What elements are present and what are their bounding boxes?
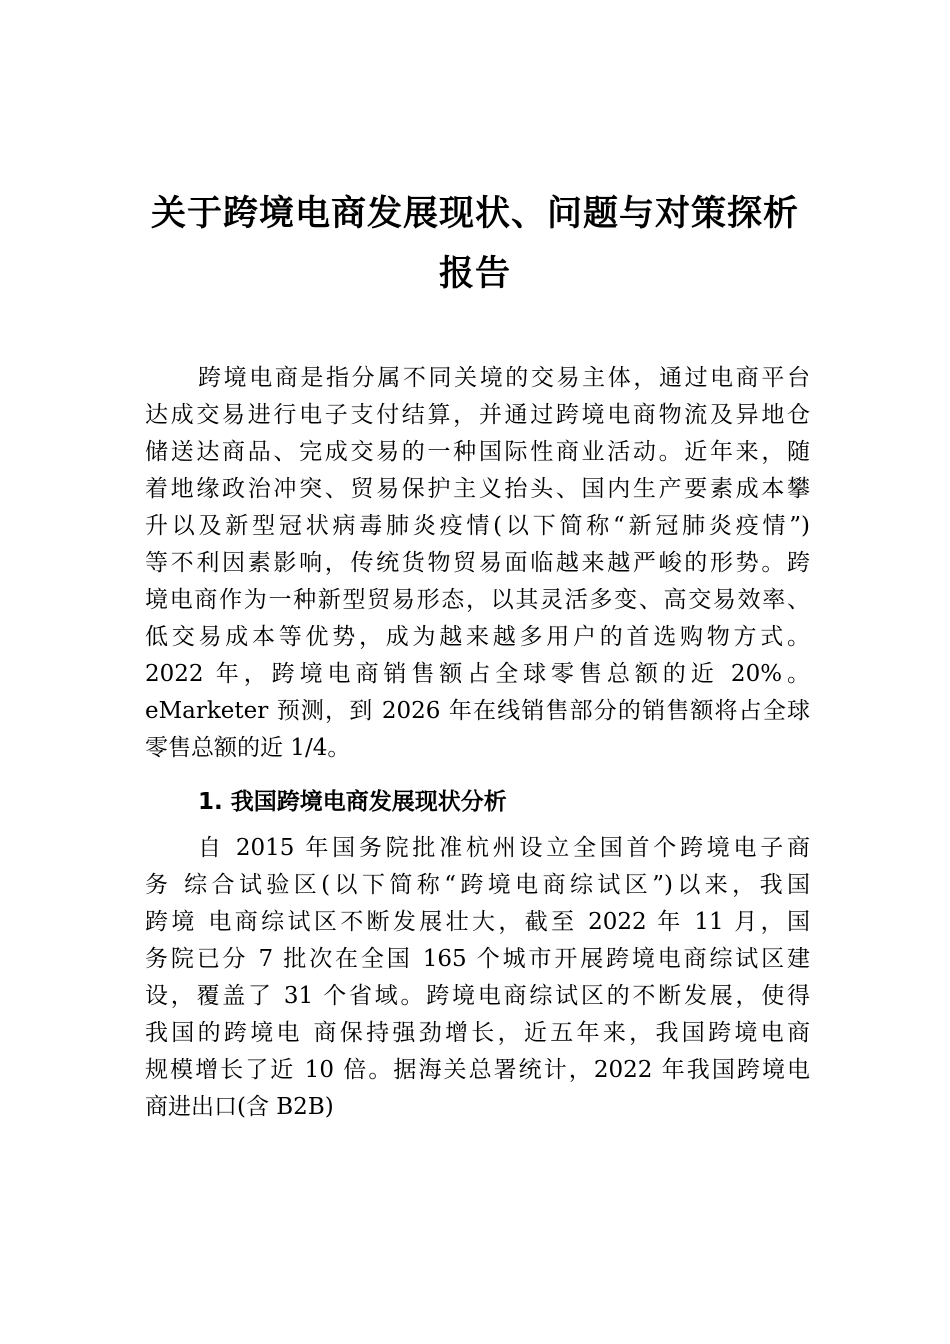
paragraph-line: 境电商作为一种新型贸易形态，以其灵活多变、高交易效率、 xyxy=(145,587,810,613)
paragraph-line: 务 综合试验区(以下简称“跨境电商综试区”)以来，我国 xyxy=(145,872,810,898)
paragraph-line: 设，覆盖了 31 个省域。跨境电商综试区的不断发展，使得 xyxy=(145,983,810,1009)
document-title: 关于跨境电商发展现状、问题与对策探析 xyxy=(150,193,799,234)
paragraph-line: 务院已分 7 批次在全国 165 个城市开展跨境电商综试区建 xyxy=(145,946,810,972)
paragraph-line: 2022 年，跨境电商销售额占全球零售总额的近 20%。 xyxy=(145,661,810,687)
paragraph-line: 自 2015 年国务院批准杭州设立全国首个跨境电子商 xyxy=(198,835,810,861)
paragraph-line: 达成交易进行电子支付结算，并通过跨境电商物流及异地仓 xyxy=(145,402,810,428)
paragraph-line: 低交易成本等优势，成为越来越多用户的首选购物方式。 xyxy=(145,624,810,650)
paragraph-line: 商进出口(含 B2B) xyxy=(145,1094,334,1120)
document-title-line2: 报告 xyxy=(438,253,511,294)
paragraph-line: 零售总额的近 1/4。 xyxy=(145,735,351,761)
paragraph-line: eMarketer 预测，到 2026 年在线销售部分的销售额将占全球 xyxy=(145,698,810,724)
paragraph-line: 储送达商品、完成交易的一种国际性商业活动。近年来，随 xyxy=(145,439,810,465)
paragraph-line: 我国的跨境电 商保持强劲增长，近五年来，我国跨境电商 xyxy=(145,1020,810,1046)
paragraph-line: 升以及新型冠状病毒肺炎疫情(以下简称“新冠肺炎疫情”) xyxy=(145,513,810,539)
paragraph-line: 等不利因素影响，传统货物贸易面临越来越严峻的形势。跨 xyxy=(145,550,810,576)
paragraph-line: 着地缘政治冲突、贸易保护主义抬头、国内生产要素成本攀 xyxy=(145,476,810,502)
section-heading: 1. 我国跨境电商发展现状分析 xyxy=(198,789,507,815)
paragraph-line: 跨境电商是指分属不同关境的交易主体，通过电商平台 xyxy=(198,365,810,391)
paragraph-line: 规模增长了近 10 倍。据海关总署统计，2022 年我国跨境电 xyxy=(145,1057,810,1083)
paragraph-line: 跨境 电商综试区不断发展壮大，截至 2022 年 11 月，国 xyxy=(145,909,810,935)
